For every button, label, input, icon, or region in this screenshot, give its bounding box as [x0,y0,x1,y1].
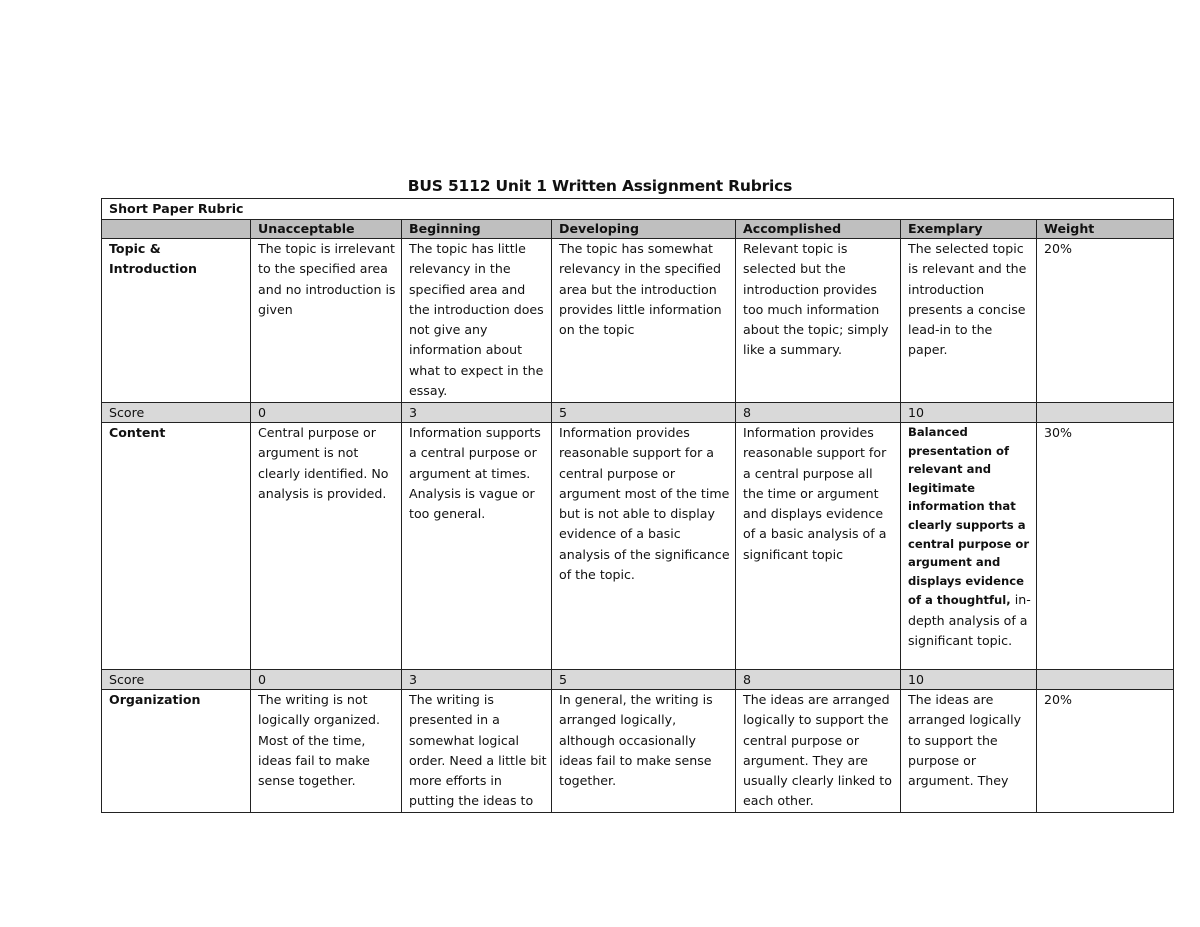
score-label: Score [102,670,251,690]
score-accomplished: 8 [736,403,901,423]
cell-developing: In general, the writing is arranged logically, although occasionally ideas fail to make sense together. [552,690,736,813]
header-blank [102,220,251,239]
score-row [102,403,1174,423]
score-weight [1037,403,1174,423]
header-exemplary: Exemplary [901,220,1037,239]
cell-unacceptable: Central purpose or argument is not clearly identified. No analysis is provided. [251,423,402,670]
score-beginning: 3 [402,403,552,423]
criterion-name: Content [102,423,251,670]
criterion-row-content [102,423,1174,670]
score-unacceptable: 0 [251,670,402,690]
cell-accomplished: The ideas are arranged logically to support the central purpose or argument. They are usually clearly linked to each other. [736,690,901,813]
criterion-name: Topic & Introduction [102,239,251,403]
exemplary-plain-text: in-depth analysis of a significant topic. [908,592,1031,648]
cell-exemplary [901,423,1037,670]
cell-beginning: The writing is presented in a somewhat logical order. Need a little bit more efforts in putting the ideas to [402,690,552,813]
header-developing: Developing [552,220,736,239]
score-exemplary: 10 [901,403,1037,423]
score-weight [1037,670,1174,690]
score-beginning: 3 [402,670,552,690]
cell-developing: Information provides reasonable support for a central purpose or argument most of the time but is not able to display evidence of a basic analysis of the significance of the topic. [552,423,736,670]
cell-weight: 30% [1037,423,1174,670]
cell-unacceptable: The topic is irrelevant to the specified area and no introduction is given [251,239,402,403]
header-accomplished: Accomplished [736,220,901,239]
score-exemplary: 10 [901,670,1037,690]
score-row [102,670,1174,690]
header-row [102,220,1174,239]
score-developing: 5 [552,403,736,423]
header-weight: Weight [1037,220,1174,239]
criterion-row-organization [102,690,1174,813]
cell-weight: 20% [1037,239,1174,403]
cell-accomplished: Information provides reasonable support for a central purpose all the time or argument and displays evidence of a basic analysis of a significant topic [736,423,901,670]
criterion-name: Organization [102,690,251,813]
exemplary-bold-text: Balanced presentation of relevant and legitimate information that clearly supports a central purpose or argument and displays evidence of a thoughtful, [908,425,1030,608]
rubric-table [101,198,1174,813]
cell-exemplary: The selected topic is relevant and the introduction presents a concise lead-in to the paper. [901,239,1037,403]
cell-unacceptable: The writing is not logically organized. Most of the time, ideas fail to make sense together. [251,690,402,813]
document-title: BUS 5112 Unit 1 Written Assignment Rubrics [407,177,793,195]
header-beginning: Beginning [402,220,552,239]
cell-accomplished: Relevant topic is selected but the introduction provides too much information about the topic; simply like a summary. [736,239,901,403]
cell-beginning: The topic has little relevancy in the specified area and the introduction does not give any information about what to expect in the essay. [402,239,552,403]
rubric-caption: Short Paper Rubric [102,199,1174,220]
score-unacceptable: 0 [251,403,402,423]
cell-weight: 20% [1037,690,1174,813]
score-label: Score [102,403,251,423]
score-developing: 5 [552,670,736,690]
cell-beginning: Information supports a central purpose or argument at times. Analysis is vague or too general. [402,423,552,670]
cell-developing: The topic has somewhat relevancy in the specified area but the introduction provides little information on the topic [552,239,736,403]
criterion-row-topic [102,239,1174,403]
caption-row [102,199,1174,220]
cell-exemplary: The ideas are arranged logically to support the purpose or argument. They [901,690,1037,813]
score-accomplished: 8 [736,670,901,690]
header-unacceptable: Unacceptable [251,220,402,239]
